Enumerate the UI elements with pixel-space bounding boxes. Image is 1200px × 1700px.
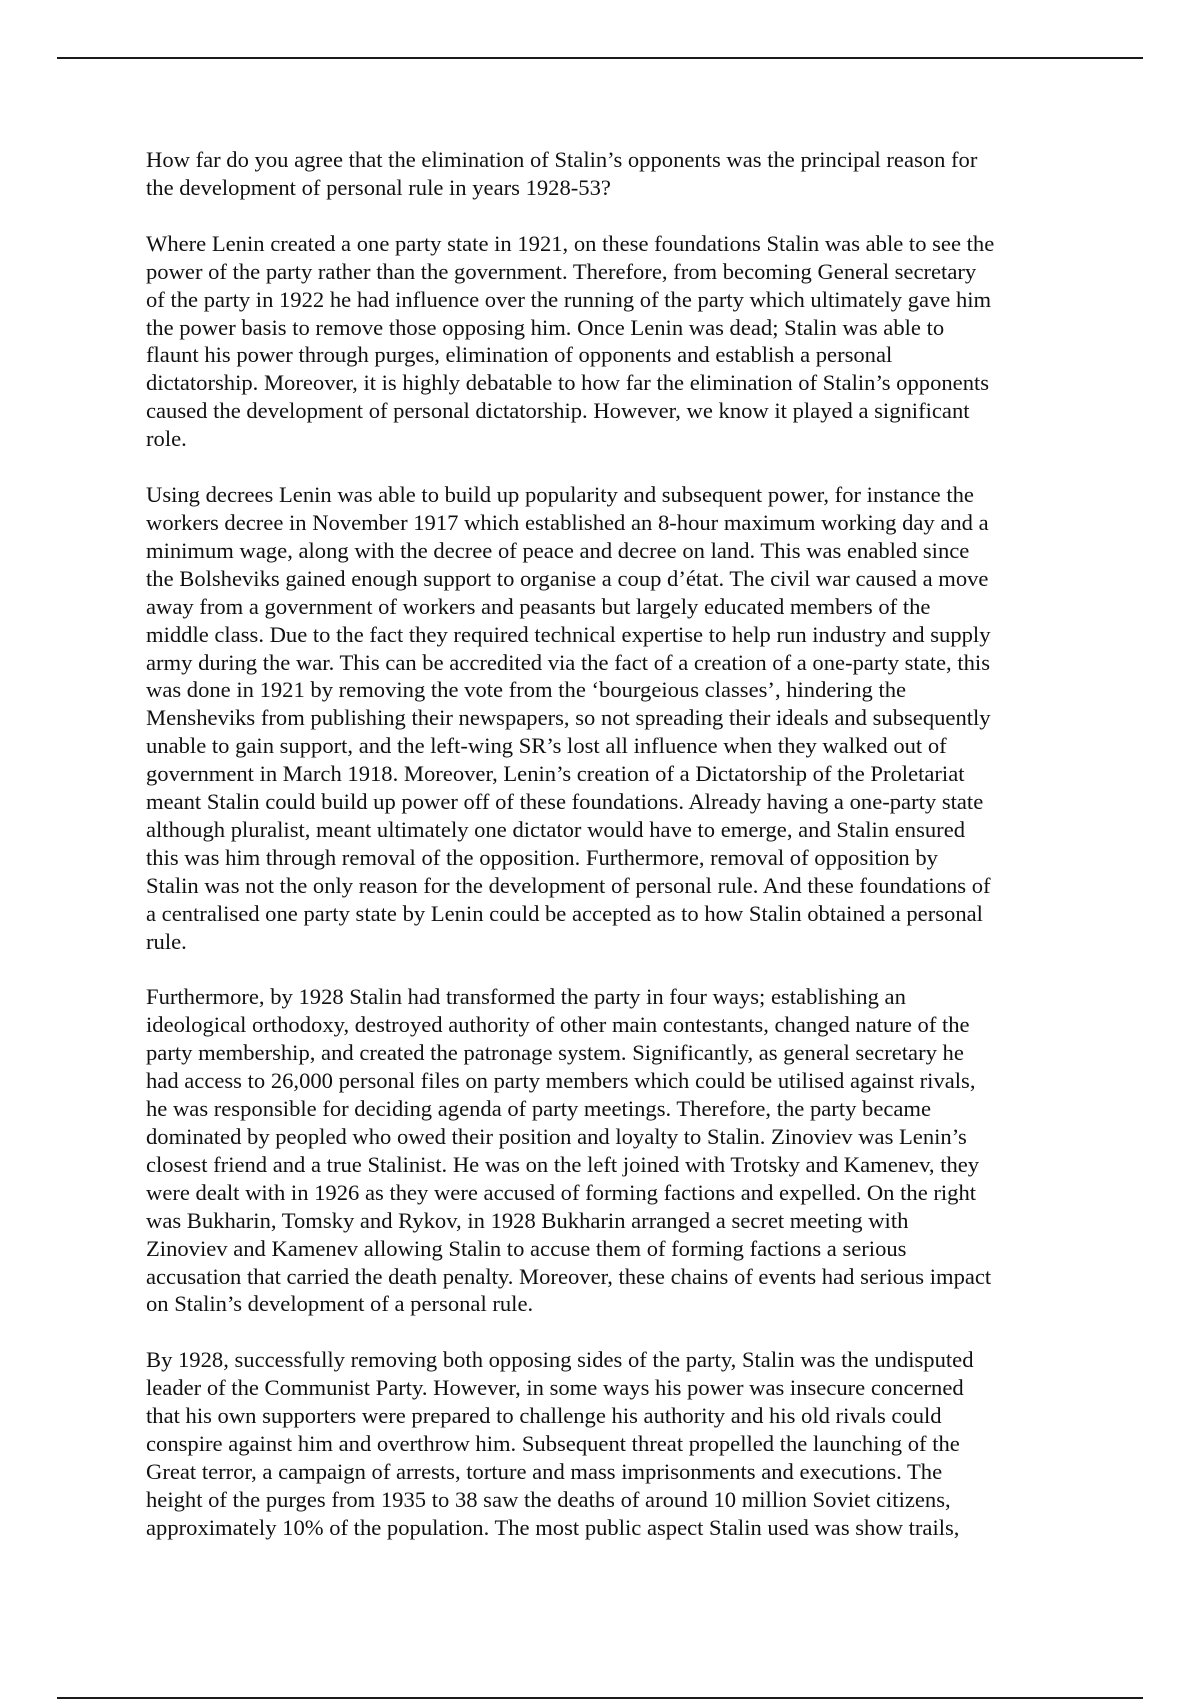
footer-rule	[57, 1697, 1143, 1699]
essay-question: How far do you agree that the elimination of Stalin’s opponents was the principal reason for the development of personal rule in years 1928-53?	[146, 147, 978, 200]
paragraph-4: By 1928, successfully removing both opposing sides of the party, Stalin was the undisputed leader of the Communist Party. However, in some ways his power was insecure concerned that his own supporters were prepared to challenge his authority and his old rivals could conspire against him and overthrow him. Subsequent threat propelled the launching of the Great terror, a campaign of arrests, torture and mass imprisonments and executions. The height of the purges from 1935 to 38 saw the deaths of around 10 million Soviet citizens, approximately 10% of the population. The most public aspect Stalin used was show trails,	[146, 1347, 974, 1540]
header-rule	[57, 57, 1143, 59]
paragraph-3: Furthermore, by 1928 Stalin had transformed the party in four ways; establishing an ideological orthodoxy, destroyed authority of other main contestants, changed nature of the party membership, and created the patronage system. Significantly, as general secretary he had access to 26,000 personal files on party members which could be utilised against rivals, he was responsible for deciding agenda of party meetings. Therefore, the party became dominated by peopled who owed their position and loyalty to Stalin. Zinoviev was Lenin’s closest friend and a true Stalinist. He was on the left joined with Trotsky and Kamenev, they were dealt with in 1926 as they were accused of forming factions and expelled. On the right was Bukharin, Tomsky and Rykov, in 1928 Bukharin arranged a secret meeting with Zinoviev and Kamenev allowing Stalin to accuse them of forming factions a serious accusation that carried the death penalty. Moreover, these chains of events had serious impact on Stalin’s development of a personal rule.	[146, 984, 992, 1317]
paragraph-2: Using decrees Lenin was able to build up popularity and subsequent power, for instance the workers decree in November 1917 which established an 8-hour maximum working day and a minimum wage, along with the decree of peace and decree on land. This was enabled since the Bolsheviks gained enough support to organise a coup d’état. The civil war caused a move away from a government of workers and peasants but largely educated members of the middle class. Due to the fact they required technical expertise to help run industry and supply army during the war. This can be accredited via the fact of a creation of a one-party state, this was done in 1921 by removing the vote from the ‘bourgeious classes’, hindering the Mensheviks from publishing their newspapers, so not spreading their ideals and subsequently unable to gain support, and the left-wing SR’s lost all influence when they walked out of government in March 1918. Moreover, Lenin’s creation of a Dictatorship of the Proletariat meant Stalin could build up power off of these foundations. Already having a one-party state although pluralist, meant ultimately one dictator would have to emerge, and Stalin ensured this was him through removal of the opposition. Furthermore, removal of opposition by Stalin was not the only reason for the development of personal rule. And these foundations of a centralised one party state by Lenin could be accepted as to how Stalin obtained a personal rule.	[146, 482, 991, 954]
document-body	[146, 146, 1066, 1570]
paragraph-1: Where Lenin created a one party state in 1921, on these foundations Stalin was able to see the power of the party rather than the government. Therefore, from becoming General secretary of the party in 1922 he had influence over the running of the party which ultimately gave him the power basis to remove those opposing him. Once Lenin was dead; Stalin was able to flaunt his power through purges, elimination of opponents and establish a personal dictatorship. Moreover, it is highly debatable to how far the elimination of Stalin’s opponents caused the development of personal dictatorship. However, we know it played a significant role.	[146, 230, 995, 452]
